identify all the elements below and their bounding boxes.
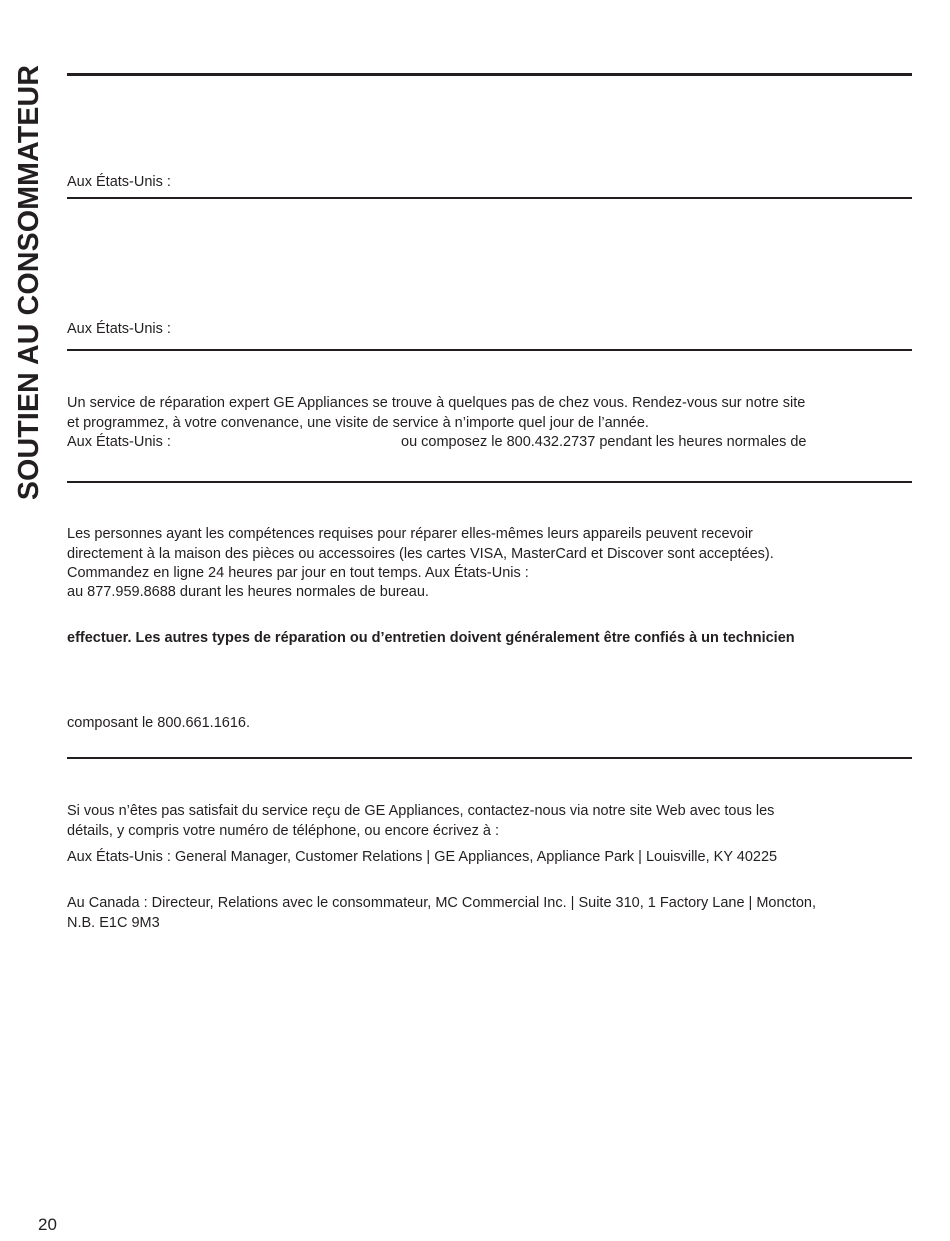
registration-us-label: Aux États-Unis : xyxy=(67,174,171,190)
section-side-title xyxy=(7,37,53,527)
divider-warranty xyxy=(67,349,912,351)
repair-service-line-1: Un service de réparation expert GE Appliances se trouve à quelques pas de chez vous. Rendez-vous sur notre site xyxy=(67,395,806,411)
divider-registration xyxy=(67,197,912,199)
repair-service-us-label: Aux États-Unis : xyxy=(67,434,171,450)
parts-canada-phone: composant le 800.661.1616. xyxy=(67,715,250,731)
parts-line-3: Commandez en ligne 24 heures par jour en tout temps. Aux États-Unis : xyxy=(67,565,529,581)
divider-repair xyxy=(67,481,912,483)
contact-us-address: Aux États-Unis : General Manager, Customer Relations | GE Appliances, Appliance Park | Louisville, KY 40225 xyxy=(67,849,778,865)
contact-line-1: Si vous n’êtes pas satisfait du service reçu de GE Appliances, contactez-nous via notre site Web avec tous les xyxy=(67,803,775,819)
parts-line-1: Les personnes ayant les compétences requises pour réparer elles-mêmes leurs appareils peuvent recevoir xyxy=(67,526,753,542)
top-divider xyxy=(67,73,912,76)
repair-service-line-2: et programmez, à votre convenance, une visite de service à n’importe quel jour de l’année. xyxy=(67,415,649,431)
parts-warning: effectuer. Les autres types de réparation ou d’entretien doivent généralement être confiés à un technicien xyxy=(67,630,795,646)
side-title-text: SOUTIEN AU CONSOMMATEUR xyxy=(13,64,46,500)
repair-service-phone: ou composez le 800.432.2737 pendant les heures normales de xyxy=(401,434,807,450)
contact-canada-address-line-2: N.B. E1C 9M3 xyxy=(67,915,160,931)
contact-canada-address-line-1: Au Canada : Directeur, Relations avec le consommateur, MC Commercial Inc. | Suite 310, 1 Factory Lane | Moncton, xyxy=(67,895,816,911)
warranty-us-label: Aux États-Unis : xyxy=(67,321,171,337)
page-number: 20 xyxy=(38,1215,57,1234)
divider-parts xyxy=(67,757,912,759)
parts-line-2: directement à la maison des pièces ou accessoires (les cartes VISA, MasterCard et Discover sont acceptées). xyxy=(67,546,774,562)
parts-line-4: au 877.959.8688 durant les heures normales de bureau. xyxy=(67,584,429,600)
contact-line-2: détails, y compris votre numéro de téléphone, ou encore écrivez à : xyxy=(67,823,500,839)
